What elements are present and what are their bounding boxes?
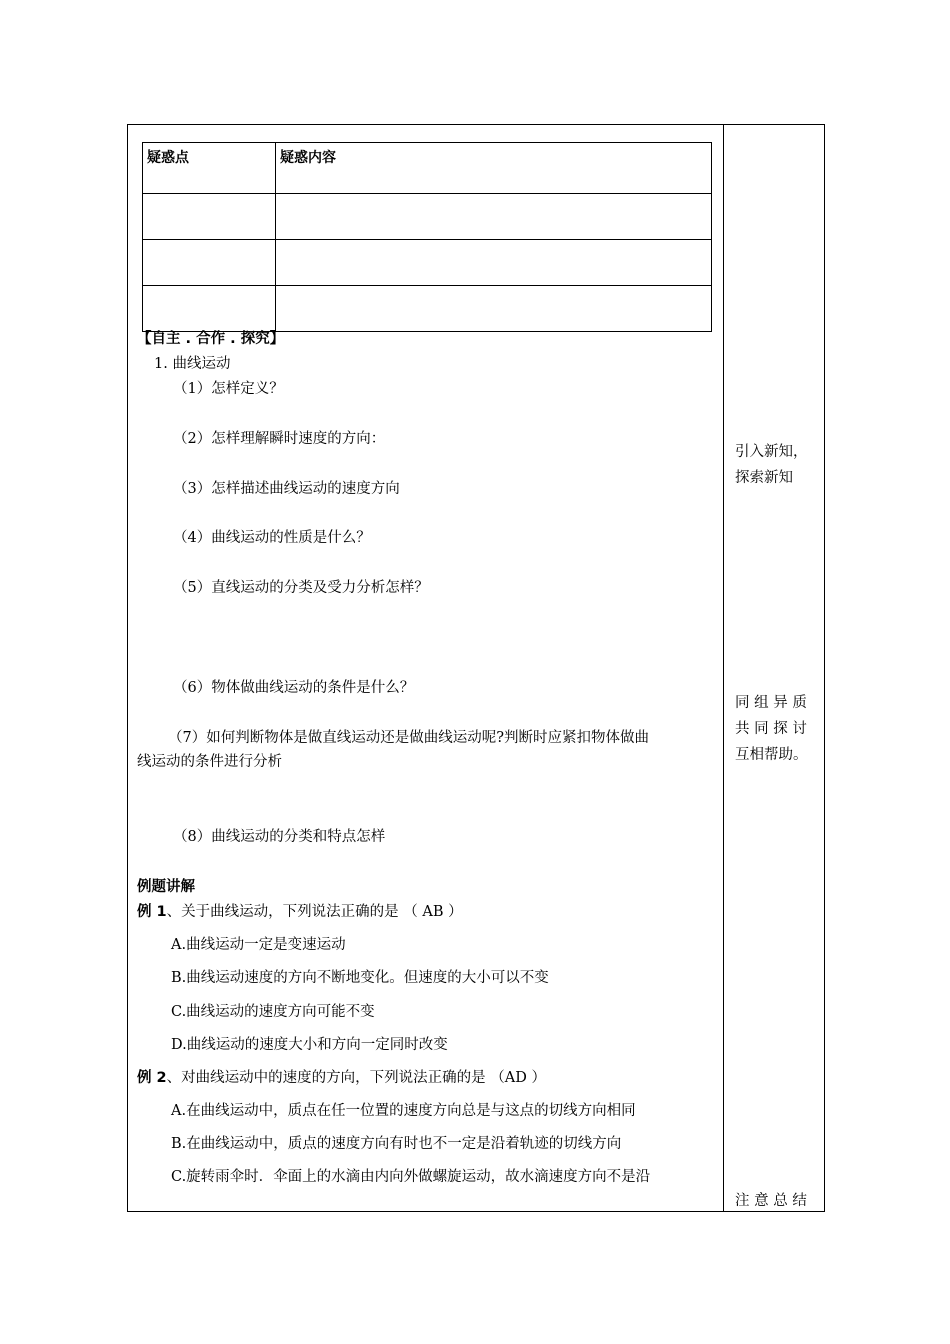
side-note-line: 引入新知， bbox=[735, 444, 808, 460]
example-2-label: 例 2 bbox=[137, 1070, 167, 1086]
side-note-line: 共 同 探 讨 bbox=[735, 721, 807, 737]
doubt-table-header-row bbox=[143, 143, 712, 194]
side-note-line: 同 组 异 质 bbox=[735, 695, 807, 711]
column-divider bbox=[723, 124, 724, 1212]
doubt-cell[interactable] bbox=[143, 194, 276, 240]
side-note-line: 探索新知 bbox=[735, 470, 793, 486]
question-1: （1）怎样定义？ bbox=[173, 381, 284, 397]
example-2-question: 、对曲线运动中的速度的方向，下列说法正确的是 （AD ） bbox=[166, 1070, 546, 1086]
example-1-question: 、关于曲线运动，下列说法正确的是 （ AB ） bbox=[166, 904, 463, 920]
doubt-cell[interactable] bbox=[143, 240, 276, 286]
doubt-table-row bbox=[143, 286, 712, 332]
example-1-option-b: B.曲线运动速度的方向不断地变化。但速度的大小可以不变 bbox=[171, 970, 549, 986]
example-1-option-a: A.曲线运动一定是变速运动 bbox=[171, 937, 346, 953]
question-4: （4）曲线运动的性质是什么？ bbox=[173, 530, 371, 546]
example-2-option-c: C.旋转雨伞时．伞面上的水滴由内向外做螺旋运动，故水滴速度方向不是沿 bbox=[171, 1169, 651, 1185]
doubt-header-content: 疑惑内容 bbox=[276, 143, 712, 194]
question-7-line-2: 线运动的条件进行分析 bbox=[137, 754, 282, 770]
question-8: （8）曲线运动的分类和特点怎样 bbox=[173, 829, 386, 845]
doubt-table-row bbox=[143, 240, 712, 286]
doubt-cell[interactable] bbox=[276, 240, 712, 286]
question-6: （6）物体做曲线运动的条件是什么？ bbox=[173, 680, 415, 696]
side-note-line: 注 意 总 结 bbox=[735, 1193, 807, 1209]
examples-title: 例题讲解 bbox=[137, 879, 195, 895]
question-5: （5）直线运动的分类及受力分析怎样？ bbox=[173, 580, 429, 596]
doubt-cell[interactable] bbox=[276, 194, 712, 240]
side-note-summary bbox=[735, 1188, 807, 1214]
doubt-cell[interactable] bbox=[143, 286, 276, 332]
doubt-table bbox=[142, 142, 712, 332]
doubt-header-point: 疑惑点 bbox=[143, 143, 276, 194]
side-note-line: 互相帮助。 bbox=[735, 747, 808, 763]
side-note-introduce bbox=[735, 439, 808, 491]
example-2-option-b: B.在曲线运动中，质点的速度方向有时也不一定是沿着轨迹的切线方向 bbox=[171, 1136, 622, 1152]
doubt-cell[interactable] bbox=[276, 286, 712, 332]
question-7-line-1: （7）如何判断物体是做直线运动还是做曲线运动呢?判断时应紧扣物体做曲 bbox=[168, 730, 649, 746]
section-title: 【自主 . 合作 . 探究】 bbox=[137, 331, 285, 347]
question-3: （3）怎样描述曲线运动的速度方向 bbox=[173, 481, 400, 497]
topic-heading: 1. 曲线运动 bbox=[154, 356, 231, 372]
example-2-option-a: A.在曲线运动中，质点在任一位置的速度方向总是与这点的切线方向相同 bbox=[171, 1103, 636, 1119]
example-1-option-c: C.曲线运动的速度方向可能不变 bbox=[171, 1004, 375, 1020]
example-1-stem bbox=[137, 903, 463, 921]
example-1-option-d: D.曲线运动的速度大小和方向一定同时改变 bbox=[171, 1037, 448, 1053]
side-note-group bbox=[735, 690, 808, 768]
example-1-label: 例 1 bbox=[137, 904, 167, 920]
doubt-table-row bbox=[143, 194, 712, 240]
question-2: （2）怎样理解瞬时速度的方向： bbox=[173, 431, 386, 447]
example-2-stem bbox=[137, 1069, 546, 1087]
